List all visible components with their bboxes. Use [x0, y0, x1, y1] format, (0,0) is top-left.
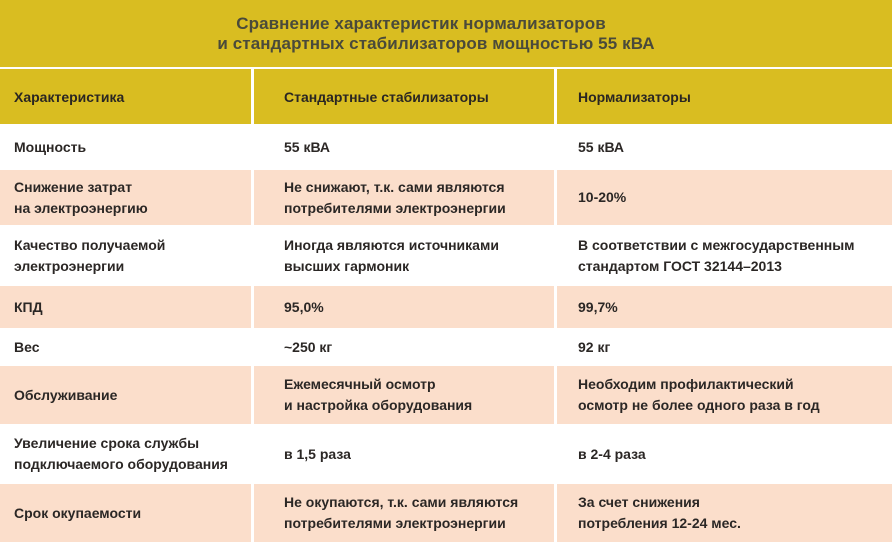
table-row — [0, 170, 892, 225]
row-standard: Иногда являются источниками высших гармоник — [284, 236, 499, 274]
row-normalizer: 92 кг — [578, 338, 611, 355]
title-line-1: Сравнение характеристик нормализаторов — [236, 13, 606, 33]
header-characteristic: Характеристика — [0, 69, 251, 124]
row-label: Срок окупаемости — [0, 484, 251, 542]
table-row — [0, 286, 892, 328]
row-standard: ~250 кг — [284, 338, 333, 355]
row-label: Качество получаемой электроэнергии — [14, 236, 166, 274]
row-normalizer: За счет снижения потребления 12-24 мес. — [557, 484, 892, 542]
table-row — [0, 484, 892, 542]
row-label: Мощность — [14, 139, 87, 155]
row-standard: Ежемесячный осмотр и настройка оборудования — [254, 366, 554, 424]
row-standard: Не окупаются, т.к. сами являются потребителями электроэнергии — [254, 484, 554, 542]
header-normalizers: Нормализаторы — [557, 69, 892, 124]
row-normalizer: 99,7% — [557, 286, 892, 328]
row-standard: Не снижают, т.к. сами являются потребителями электроэнергии — [254, 170, 554, 225]
row-label: Увеличение срока службы подключаемого оборудования — [14, 435, 228, 472]
header-standard-stabilizers: Стандартные стабилизаторы — [254, 69, 554, 124]
title-line-2: и стандартных стабилизаторов мощностью 55 кВА — [217, 33, 655, 53]
table-row — [0, 424, 892, 484]
row-normalizer: в 2-4 раза — [578, 445, 646, 462]
row-normalizer: Необходим профилактический осмотр не более одного раза в год — [557, 366, 892, 424]
row-label: Обслуживание — [0, 366, 251, 424]
table-row — [0, 328, 892, 366]
table-row — [0, 125, 892, 170]
row-normalizer: В соответствии с межгосударственным стандартом ГОСТ 32144–2013 — [578, 236, 855, 274]
table-title — [0, 0, 892, 67]
row-normalizer: 10-20% — [557, 170, 892, 225]
row-standard: 95,0% — [254, 286, 554, 328]
row-standard: 55 кВА — [284, 139, 330, 155]
row-label: Вес — [14, 338, 40, 355]
row-standard: в 1,5 раза — [284, 445, 351, 462]
row-label: Снижение затрат на электроэнергию — [0, 170, 251, 225]
table-row — [0, 366, 892, 424]
row-label: КПД — [0, 286, 251, 328]
table-row — [0, 225, 892, 286]
row-normalizer: 55 кВА — [578, 139, 624, 155]
